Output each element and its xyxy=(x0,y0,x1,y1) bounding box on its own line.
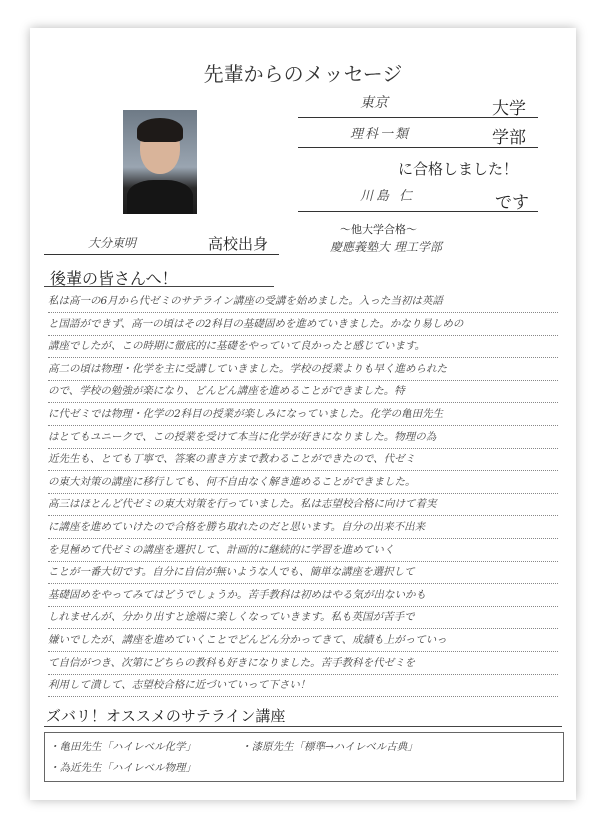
faculty-suffix: 学部 xyxy=(492,128,526,148)
name-suffix: です xyxy=(495,193,529,213)
faculty-underline xyxy=(298,147,538,148)
message-line: と国語ができず、高一の頃はその2科目の基礎固めを進めていきました。かなり易しめの xyxy=(48,313,558,336)
message-line: 高二の頃は物理・化学を主に受講していきました。学校の授業よりも早く進められた xyxy=(48,358,558,381)
school-underline xyxy=(44,254,279,255)
recommend-heading-underline xyxy=(44,726,562,727)
recommend-box xyxy=(44,732,564,782)
message-line: を見極めて代ゼミの講座を選択して、計画的に継続的に学習を進めていく xyxy=(48,539,558,562)
message-line: 利用して潰して、志望校合格に近づいていって下さい！ xyxy=(48,674,558,697)
message-line: に講座を進めていけたので合格を勝ち取れたのだと思います。自分の出来不出来 xyxy=(48,516,558,539)
message-line: 近先生も、とても丁寧で、答案の書き方まで教わることができたので、代ゼミ xyxy=(48,448,558,471)
faculty-handwritten: 理科一類 xyxy=(350,127,411,142)
message-line: はとてもユニークで、この授業を受けて本当に化学が好きになりました。物理の為 xyxy=(48,426,558,449)
message-line: ので、学校の勉強が楽になり、どんどん講座を進めることができました。特 xyxy=(48,380,558,403)
message-line: 嫌いでしたが、講座を進めていくことでどんどん分かってきて、成績も上がっていっ xyxy=(48,629,558,652)
university-underline xyxy=(298,117,538,118)
university-handwritten: 東京 xyxy=(360,95,388,111)
message-heading: 後輩の皆さんへ！ xyxy=(50,269,178,288)
school-suffix: 高校出身 xyxy=(208,235,269,253)
other-universities-handwritten: 慶應義塾大 理工学部 xyxy=(330,240,442,254)
message-line: ことが一番大切です。自分に自信が無いような人でも、簡単な講座を選択して xyxy=(48,561,558,584)
passed-text: に合格しました！ xyxy=(398,160,519,178)
recommend-item: ・漆原先生「標準→ハイレベル古典」 xyxy=(241,741,418,753)
message-line: の東大対策の講座に移行しても、何不自由なく解き進めることができました。 xyxy=(48,471,558,494)
message-card xyxy=(30,28,576,800)
university-suffix: 大学 xyxy=(492,99,526,119)
name-underline xyxy=(298,211,538,212)
message-line: 高三はほとんど代ゼミの東大対策を行っていました。私は志望校合格に向けて着実 xyxy=(48,493,558,516)
message-line: て自信がつき、次第にどちらの教科も好きになりました。苦手教科を代ゼミを xyxy=(48,652,558,675)
message-line: 基礎固めをやってみてはどうでしょうか。苦手教科は初めはやる気が出ないかも xyxy=(48,584,558,607)
message-line: 私は高一の6月から代ゼミのサテライン講座の受講を始めました。入った当初は英語 xyxy=(48,290,558,313)
name-handwritten: 川島 仁 xyxy=(360,189,416,204)
page-title: 先輩からのメッセージ xyxy=(203,62,403,86)
message-line: に代ゼミでは物理・化学の2科目の授業が楽しみになっていました。化学の亀田先生 xyxy=(48,403,558,426)
message-heading-underline xyxy=(44,286,274,287)
message-line: 講座でしたが、この時期に徹底的に基礎をやっていて良かったと感じています。 xyxy=(48,335,558,358)
message-line: しれませんが、分かり出すと途端に楽しくなっていきます。私も英国が苦手で xyxy=(48,606,558,629)
school-handwritten: 大分東明 xyxy=(88,236,137,250)
recommend-item: ・亀田先生「ハイレベル化学」 xyxy=(49,741,196,753)
other-universities-label: 〜他大学合格〜 xyxy=(340,223,417,236)
student-photo xyxy=(123,110,197,214)
recommend-heading: ズバリ！オススメのサテライン講座 xyxy=(46,707,286,725)
recommend-item: ・為近先生「ハイレベル物理」 xyxy=(49,762,196,774)
